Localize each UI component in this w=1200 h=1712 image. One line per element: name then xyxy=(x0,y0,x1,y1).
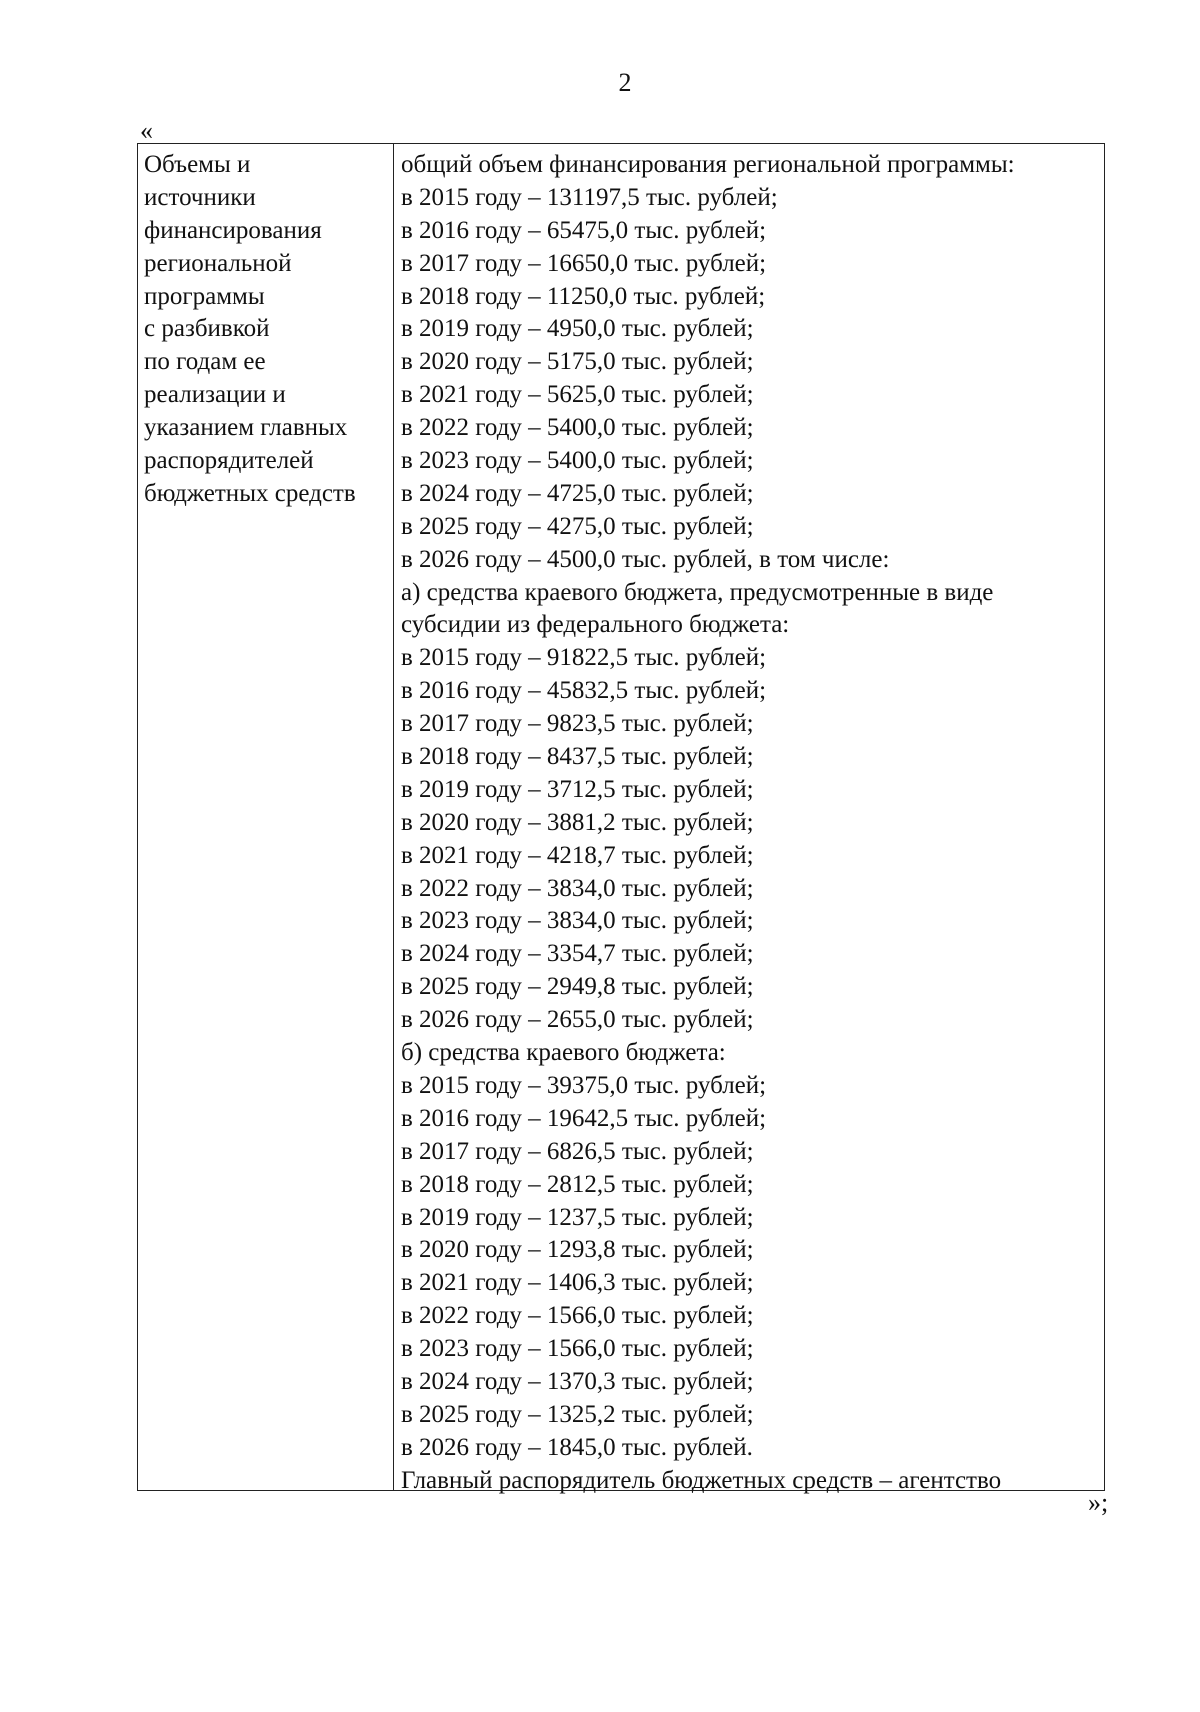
content-line: в 2026 году – 1845,0 тыс. рублей. xyxy=(401,1433,753,1461)
content-line: в 2024 году – 4725,0 тыс. рублей; xyxy=(401,479,754,507)
content-line: субсидии из федерального бюджета: xyxy=(401,611,790,639)
closing-quote-mark: »; xyxy=(1088,1488,1109,1517)
table-content-cell xyxy=(394,144,1104,1494)
content-line: в 2018 году – 11250,0 тыс. рублей; xyxy=(401,282,766,310)
label-line: указанием главных xyxy=(144,414,348,442)
content-line: в 2022 году – 5400,0 тыс. рублей; xyxy=(401,414,754,442)
content-line: в 2017 году – 9823,5 тыс. рублей; xyxy=(401,710,754,738)
content-line: в 2024 году – 1370,3 тыс. рублей; xyxy=(401,1367,754,1395)
label-line: по годам ее xyxy=(144,348,266,376)
label-line: реализации и xyxy=(144,381,286,409)
content-line: в 2019 году – 3712,5 тыс. рублей; xyxy=(401,775,754,803)
content-line: в 2021 году – 4218,7 тыс. рублей; xyxy=(401,841,754,869)
label-line: бюджетных средств xyxy=(144,479,356,507)
table-label-cell xyxy=(138,144,394,1490)
opening-quote-mark: « xyxy=(140,116,153,145)
content-line: в 2024 году – 3354,7 тыс. рублей; xyxy=(401,940,754,968)
content-line: б) средства краевого бюджета: xyxy=(401,1039,726,1067)
label-line: финансирования xyxy=(144,216,322,244)
content-line: а) средства краевого бюджета, предусмотренные в виде xyxy=(401,578,994,606)
financing-table xyxy=(137,143,1105,1494)
content-line: Главный распорядитель бюджетных средств – агентство xyxy=(401,1466,1002,1494)
content-line: в 2026 году – 2655,0 тыс. рублей; xyxy=(401,1006,754,1034)
content-line: в 2026 году – 4500,0 тыс. рублей, в том числе: xyxy=(401,545,890,573)
content-line: в 2018 году – 8437,5 тыс. рублей; xyxy=(401,743,754,771)
label-line: источники xyxy=(144,183,256,211)
content-line: в 2015 году – 131197,5 тыс. рублей; xyxy=(401,183,778,211)
content-line: в 2019 году – 4950,0 тыс. рублей; xyxy=(401,315,754,343)
content-line: в 2020 году – 3881,2 тыс. рублей; xyxy=(401,808,754,836)
content-line: в 2016 году – 45832,5 тыс. рублей; xyxy=(401,677,767,705)
content-line: в 2021 году – 5625,0 тыс. рублей; xyxy=(401,381,754,409)
content-line: в 2025 году – 1325,2 тыс. рублей; xyxy=(401,1400,754,1428)
content-line: в 2016 году – 19642,5 тыс. рублей; xyxy=(401,1104,767,1132)
content-line: в 2023 году – 1566,0 тыс. рублей; xyxy=(401,1335,754,1363)
content-line: в 2023 году – 3834,0 тыс. рублей; xyxy=(401,907,754,935)
content-line: в 2017 году – 6826,5 тыс. рублей; xyxy=(401,1137,754,1165)
content-line: в 2019 году – 1237,5 тыс. рублей; xyxy=(401,1203,754,1231)
content-line: в 2021 году – 1406,3 тыс. рублей; xyxy=(401,1269,754,1297)
label-line: с разбивкой xyxy=(144,315,270,343)
content-line: в 2015 году – 91822,5 тыс. рублей; xyxy=(401,644,767,672)
label-line: региональной xyxy=(144,249,292,277)
content-line: в 2017 году – 16650,0 тыс. рублей; xyxy=(401,249,767,277)
label-line: Объемы и xyxy=(144,151,251,178)
content-line: в 2018 году – 2812,5 тыс. рублей; xyxy=(401,1170,754,1198)
content-line: общий объем финансирования региональной программы: xyxy=(401,151,1015,178)
label-line: программы xyxy=(144,282,265,310)
content-line: в 2016 году – 65475,0 тыс. рублей; xyxy=(401,216,767,244)
page-number: 2 xyxy=(618,68,632,97)
content-line: в 2022 году – 3834,0 тыс. рублей; xyxy=(401,874,754,902)
content-line: в 2023 году – 5400,0 тыс. рублей; xyxy=(401,447,754,475)
content-line: в 2025 году – 4275,0 тыс. рублей; xyxy=(401,512,754,540)
content-line: в 2020 году – 5175,0 тыс. рублей; xyxy=(401,348,754,376)
content-line: в 2022 году – 1566,0 тыс. рублей; xyxy=(401,1302,754,1330)
content-line: в 2025 году – 2949,8 тыс. рублей; xyxy=(401,973,754,1001)
label-line: распорядителей xyxy=(144,447,314,475)
content-line: в 2015 году – 39375,0 тыс. рублей; xyxy=(401,1071,767,1099)
content-line: в 2020 году – 1293,8 тыс. рублей; xyxy=(401,1236,754,1264)
